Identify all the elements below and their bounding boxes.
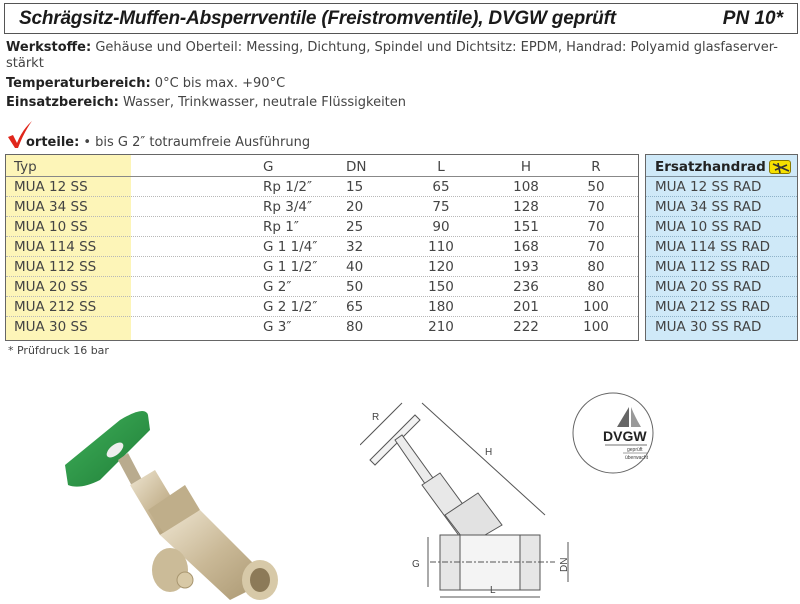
title-bar (4, 3, 798, 34)
cell-h: 128 (513, 199, 539, 215)
cell-dn: 20 (346, 199, 364, 215)
dimensions-table (5, 154, 639, 341)
spec-text: 0°C bis max. +90°C (150, 76, 286, 91)
cell-h: 108 (513, 179, 539, 195)
cell-r: 80 (587, 279, 605, 295)
cell-h: 236 (513, 279, 539, 295)
cell-r: 50 (587, 179, 605, 195)
spec-label: Temperaturbereich: (6, 76, 151, 91)
cell-r: 80 (587, 259, 605, 275)
col-h: H (520, 159, 532, 175)
cell-r: 70 (587, 199, 605, 215)
cell-h: 151 (513, 219, 539, 235)
technical-drawing (360, 385, 585, 604)
spec-text: Wasser, Trinkwasser, neutrale Flüssigkeiten (118, 95, 407, 110)
cell-typ: MUA 114 SS (14, 239, 97, 255)
cell-l: 65 (432, 179, 450, 195)
valve-photo (60, 385, 280, 600)
vorteile-text: • bis G 2″ totraumfreie Ausführung (83, 135, 311, 150)
dvgw-seal (565, 385, 665, 480)
cell-l: 110 (428, 239, 454, 255)
list-item: MUA 114 SS RAD (646, 237, 797, 257)
table-row (6, 217, 638, 237)
label-dn: DN (559, 557, 570, 572)
cell-typ: MUA 34 SS (14, 199, 88, 215)
cell-g: Rp 1/2″ (263, 179, 313, 195)
dvgw-line1: geprüft (627, 447, 643, 453)
cell-r: 100 (583, 319, 609, 335)
col-typ: Typ (14, 159, 37, 175)
list-item: MUA 34 SS RAD (646, 197, 797, 217)
cell-r: 70 (587, 219, 605, 235)
cell-typ: MUA 30 SS (14, 319, 88, 335)
list-item: MUA 112 SS RAD (646, 257, 797, 277)
table-row (6, 177, 638, 197)
cell-dn: 25 (346, 219, 364, 235)
cell-h: 168 (513, 239, 539, 255)
cell-r: 70 (587, 239, 605, 255)
footnote: * Prüfdruck 16 bar (8, 344, 109, 357)
cell-typ: MUA 10 SS (14, 219, 88, 235)
table-header (6, 157, 638, 177)
spare-handwheel-header (646, 157, 797, 177)
dvgw-title: DVGW (603, 428, 647, 444)
spec-einsatz (6, 95, 406, 111)
cell-r: 100 (583, 299, 609, 315)
cell-g: G 1 1/4″ (263, 239, 318, 255)
spec-label: Werkstoffe: (6, 40, 92, 55)
table-row (6, 197, 638, 217)
table-row (6, 317, 638, 337)
cell-l: 120 (428, 259, 454, 275)
cell-g: G 1 1/2″ (263, 259, 318, 275)
label-g: G (412, 559, 420, 570)
table-row (6, 297, 638, 317)
cell-l: 90 (432, 219, 450, 235)
cell-typ: MUA 212 SS (14, 299, 97, 315)
table-row (6, 257, 638, 277)
cell-dn: 80 (346, 319, 364, 335)
cell-dn: 32 (346, 239, 364, 255)
list-item: MUA 12 SS RAD (646, 177, 797, 197)
cell-g: G 2 1/2″ (263, 299, 318, 315)
spare-handwheel-table (645, 154, 798, 341)
page-title: Schrägsitz-Muffen-Absperrventile (Freistromventile), DVGW geprüft (19, 7, 616, 29)
cell-dn: 15 (346, 179, 364, 195)
spec-temperatur (6, 76, 285, 92)
list-item: MUA 10 SS RAD (646, 217, 797, 237)
cell-dn: 40 (346, 259, 364, 275)
vorteile-label: orteile: (26, 135, 80, 150)
list-item: MUA 20 SS RAD (646, 277, 797, 297)
label-r: R (372, 412, 380, 423)
cell-g: Rp 3/4″ (263, 199, 313, 215)
handwheel-icon (769, 160, 791, 174)
cell-dn: 65 (346, 299, 364, 315)
cell-typ: MUA 20 SS (14, 279, 88, 295)
cell-typ: MUA 12 SS (14, 179, 88, 195)
cell-g: Rp 1″ (263, 219, 299, 235)
col-dn: DN (346, 159, 367, 175)
vorteile-line (6, 122, 310, 150)
cell-g: G 2″ (263, 279, 292, 295)
label-h: H (485, 447, 493, 458)
spare-handwheel-title: Ersatzhandrad (655, 159, 766, 175)
cell-typ: MUA 112 SS (14, 259, 97, 275)
spec-text-cont: stärkt (6, 56, 44, 71)
cell-dn: 50 (346, 279, 364, 295)
cell-h: 201 (513, 299, 539, 315)
list-item: MUA 30 SS RAD (655, 319, 762, 335)
col-l: L (437, 159, 445, 175)
cell-g: G 3″ (263, 319, 292, 335)
cell-h: 193 (513, 259, 539, 275)
spec-label: Einsatzbereich: (6, 95, 119, 110)
cell-l: 180 (428, 299, 454, 315)
cell-h: 222 (513, 319, 539, 335)
cell-l: 75 (432, 199, 450, 215)
table-row (6, 237, 638, 257)
pressure-rating: PN 10* (722, 7, 783, 29)
table-row (6, 277, 638, 297)
cell-l: 150 (428, 279, 454, 295)
spec-text: Gehäuse und Oberteil: Messing, Dichtung, Spindel und Dichtsitz: EPDM, Handrad: Polyamid glasfaserver- (91, 40, 778, 55)
dvgw-line2: überwacht (625, 455, 649, 461)
list-item: MUA 212 SS RAD (646, 297, 797, 317)
spec-werkstoffe (6, 40, 798, 72)
cell-l: 210 (428, 319, 454, 335)
checkmark-icon (6, 120, 32, 150)
label-l: L (490, 585, 496, 596)
col-r: R (591, 159, 601, 175)
col-g: G (263, 159, 274, 175)
